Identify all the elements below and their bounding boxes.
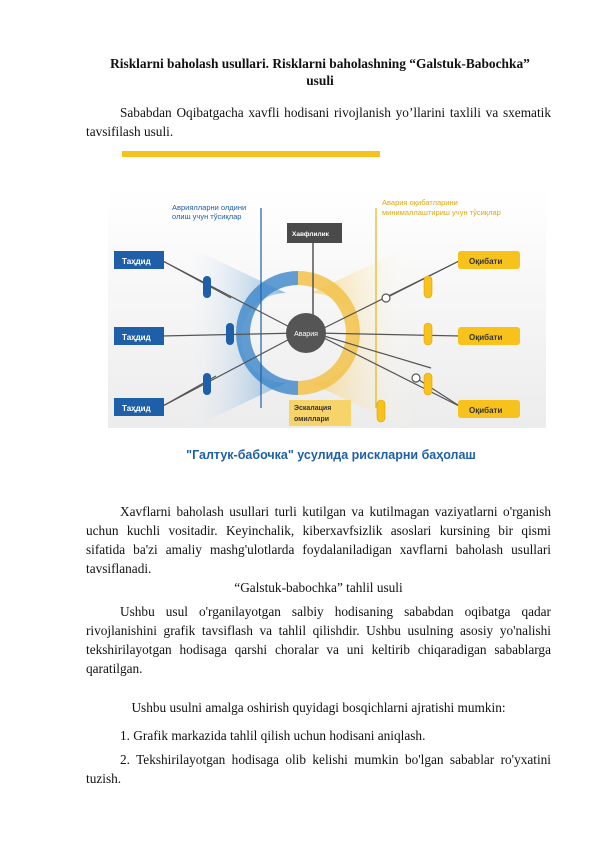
left-header-line-1: Авриялларни олдини bbox=[172, 203, 247, 212]
right-header-line-2: минималлаштириш учун тўсиқлар bbox=[382, 208, 501, 217]
consequence-label-2: Оқибати bbox=[469, 333, 503, 342]
central-event-label: Авария bbox=[294, 331, 318, 338]
threat-label-2: Таҳдид bbox=[122, 333, 151, 342]
hazard-box bbox=[287, 223, 342, 243]
list-item-1: 1. Grafik markazida tahlil qilish uchun hodisani aniqlash. bbox=[120, 728, 426, 743]
central-event bbox=[286, 313, 326, 353]
bowtie-figure bbox=[86, 148, 556, 468]
paragraph-3: Ushbu usulni amalga oshirish quyidagi bosqichlarni ajratishi mumkin: bbox=[131, 700, 506, 715]
threat-label-3: Таҳдид bbox=[122, 404, 151, 413]
consequence-label-3: Оқибати bbox=[469, 406, 503, 415]
consequence-box-1 bbox=[458, 251, 520, 269]
consequence-box-2 bbox=[458, 327, 520, 345]
bowtie-diagram bbox=[86, 148, 556, 468]
escalation-line-2: омиллари bbox=[294, 416, 330, 423]
list-item-2: 2. Tekshirilayotgan hodisaga olib kelishi mumkin bo'lgan sabablar ro'yxatini tuzish. bbox=[86, 752, 551, 786]
paragraph-1: Xavflarni baholash usullari turli kutilgan va kutilmagan vaziyatlarni o'rganish uchun kuchli vositadir. Keyinchalik, kiberxavfsizlik asoslari kursining bir qismi sifatida ba'zi amaliy mashg'ulotlarda foydalaniladigan xavflarni baholash usullari tavsiflanadi. bbox=[86, 504, 551, 576]
threat-label-1: Таҳдид bbox=[122, 257, 151, 266]
escalation-box bbox=[289, 400, 351, 426]
title-line-1: Risklarni baholash usullari. Risklarni baholashning “Galstuk-Babochka” bbox=[110, 56, 530, 71]
consequence-label-1: Оқибати bbox=[469, 257, 503, 266]
paragraph-2: Ushbu usul o'rganilayotgan salbiy hodisaning sababdan oqibatga qadar rivojlanishini grafik tavsiflash va tahlil qilishdir. Ushbu usulning asosiy yo'nalishi tekshirilayotgan hodisaga qarshi choralar va uni keltirib chiqaradigan sabablarga qaratilgan. bbox=[86, 604, 551, 676]
title-line-2: usuli bbox=[306, 73, 334, 88]
threat-box-1 bbox=[114, 251, 164, 269]
subheading: “Galstuk-babochka” tahlil usuli bbox=[234, 580, 403, 595]
right-header-line-1: Авария оқибатларини bbox=[382, 198, 458, 207]
intro-paragraph: Sababdan Oqibatgacha xavfli hodisani rivojlanish yo’llarini taxlili va sxematik tavsifilash usuli. bbox=[86, 105, 551, 139]
left-header-line-2: олиш учун тўсиқлар bbox=[172, 212, 242, 221]
threat-box-3 bbox=[114, 398, 164, 416]
consequence-box-3 bbox=[458, 400, 520, 418]
escalation-line-1: Эскалация bbox=[294, 405, 332, 412]
decor-top-bar bbox=[122, 151, 380, 157]
figure-caption: "Галтук-бабочка" усулида рискларни баҳолаш bbox=[186, 448, 476, 462]
document-title bbox=[90, 55, 550, 89]
threat-box-2 bbox=[114, 327, 164, 345]
hazard-label: Хавфлилик bbox=[292, 231, 329, 238]
